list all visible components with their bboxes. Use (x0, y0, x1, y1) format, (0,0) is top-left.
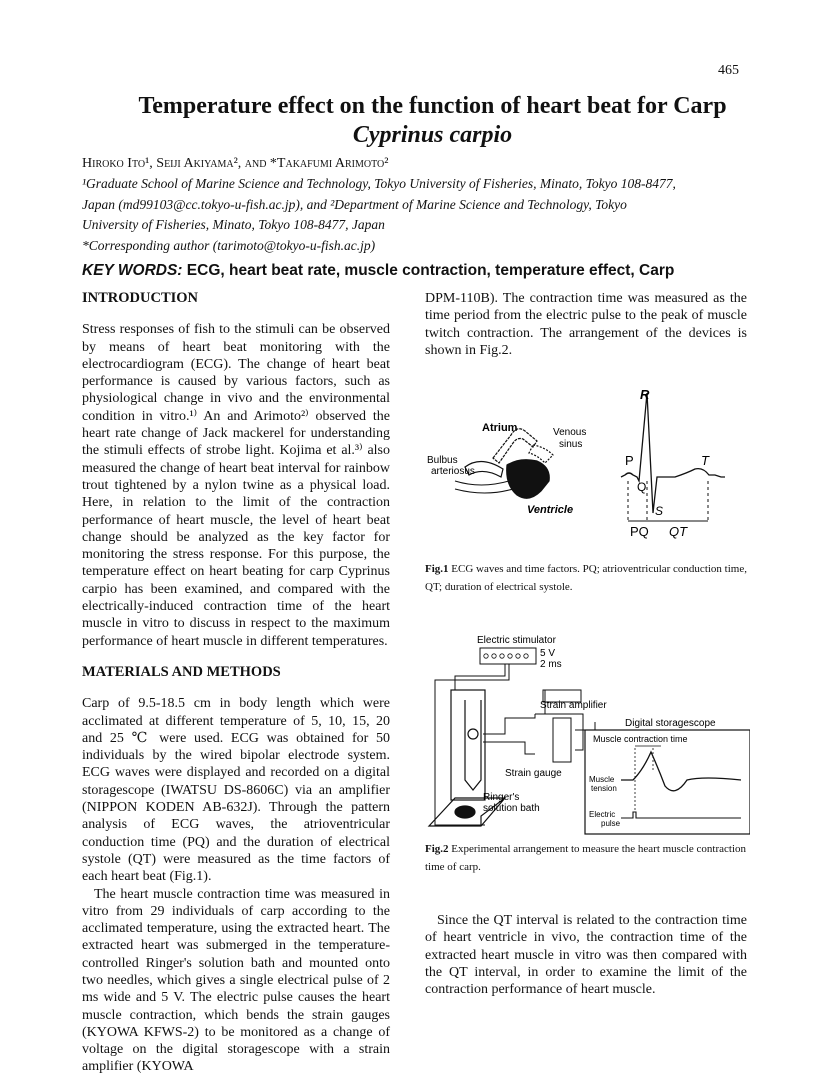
label-strain-amplifier: Strain amplifier (540, 700, 607, 711)
label-solution-bath: solution bath (483, 803, 540, 814)
ecg-label-p: P (625, 453, 634, 468)
keywords-label: KEY WORDS: (82, 262, 183, 279)
affiliation-line: University of Fisheries, Minato, Tokyo 108-8477, Japan (82, 217, 385, 232)
right-column-top (425, 290, 747, 359)
ecg-label-pq: PQ (630, 524, 649, 539)
right-paragraph-2: Since the QT interval is related to the contraction time of heart ventricle in vivo, the contraction time of the extracted heart muscle in vitro was then compared with the QT interval, in order to examine the limit of the contraction performance of heart muscle. (425, 913, 747, 998)
label-contraction-time: Muscle contraction time (593, 734, 688, 744)
figure-2-caption-label: Fig.2 (425, 843, 449, 855)
label-atrium: Atrium (482, 422, 518, 434)
trace-guides (635, 748, 653, 812)
methods-paragraph-2: The heart muscle contraction time was measured in vitro from 29 individuals of carp according to the acclimated temperature, using the extracted heart. The extracted heart was submerged in the temperature-controlled Ringer's solution bath and mounted onto two needles, which gives a single electrical pulse of 2 ms wide and 5 V. The electric pulse causes the heart muscle contraction, which bends the strain gauges (KYOWA KFWS-2) to be monitored as a change of voltage on the digital storagescope with a strain amplifier (KYOWA (82, 886, 390, 1075)
figure-1-caption-label: Fig.1 (425, 563, 449, 575)
stand (451, 690, 485, 800)
figure-2-caption (425, 840, 750, 876)
ecg-label-qt: QT (669, 524, 688, 539)
label-sinus: sinus (559, 439, 583, 450)
affiliation-line: ¹Graduate School of Marine Science and Technology, Tokyo University of Fisheries, Minato, Tokyo 108-8477, (82, 176, 676, 191)
label-voltage: 5 V (540, 648, 556, 659)
right-paragraph-1: DPM-110B). The contraction time was measured as the time period from the electric pulse to the peak of muscle twitch contraction. The arrangement of the devices is shown in Fig.2. (425, 291, 747, 358)
figure-1 (425, 385, 750, 555)
figure-1-caption (425, 560, 750, 596)
label-storagescope: Digital storagescope (625, 718, 716, 729)
label-tension: tension (591, 784, 617, 793)
label-muscle: Muscle (589, 775, 615, 784)
paper-title (60, 92, 805, 150)
label-ventricle: Ventricle (527, 504, 574, 516)
author-list: Hiroko Ito¹, Seiji Akiyama², and *Takafumi Arimoto² (82, 156, 389, 171)
title-species: Cyprinus carpio (352, 122, 513, 148)
label-strain-gauge: Strain gauge (505, 768, 562, 779)
figure-1-caption-text: ECG waves and time factors. PQ; atrioventricular conduction time, QT; duration of electrical systole. (425, 563, 747, 593)
introduction-paragraph: Stress responses of fish to the stimuli can be observed by means of heart beat monitoring with the electrocardiogram (ECG). The change of heart beat performance is caused by various factors, such as physiological change in vivo and the environmental condition in vitro.¹⁾ An and Arimoto²⁾ observed the heart rate change of Jack mackerel for understanding the stimuli effects of strobe light. Kojima et al.³⁾ also measured the change of heart beat interval for rainbow trout tightened by a nylon twine as a physical load. Here, in relation to the limit of the contraction performance of heart muscle, the level of heart beat change should be analyzed as the key factor for monitoring the stress response. For this purpose, the temperature effect on heart beating for carp Cyprinus carpio has been examined, and compared with the electrically-induced contraction time of the heart muscle in vitro to discuss in respect to the maximum performance of heart muscle in different temperatures. (82, 322, 390, 649)
stimulator-knobs (484, 654, 528, 658)
heart-illustration (455, 429, 553, 498)
ecg-waveform (621, 393, 725, 513)
label-stimulator: Electric stimulator (477, 635, 556, 646)
label-venous: Venous (553, 427, 587, 438)
affiliations (82, 174, 747, 256)
ecg-label-t: T (701, 453, 709, 468)
right-column-bottom (425, 912, 747, 998)
methods-heading: MATERIALS AND METHODS (82, 663, 281, 680)
label-bulbus: Bulbus (427, 455, 458, 466)
keywords (82, 262, 674, 280)
label-ringers: Ringer's (483, 792, 520, 803)
corresponding-author: *Corresponding author (tarimoto@tokyo-u-fish.ac.jp) (82, 237, 376, 253)
affiliation-line: Japan (md99103@cc.tokyo-u-fish.ac.jp), and ²Department of Marine Science and Technology, Tokyo (82, 196, 627, 212)
ecg-label-s: S (655, 504, 664, 518)
label-pulse-width: 2 ms (540, 659, 562, 670)
label-pulse: pulse (601, 819, 621, 828)
ecg-label-q: Q (637, 480, 647, 494)
page-number: 465 (718, 63, 739, 78)
label-arteriosus: arteriosus (431, 466, 475, 477)
methods-paragraph-1: Carp of 9.5-18.5 cm in body length which were acclimated at different temperature of 5, 10, 15, 20 and 25 ℃ were used. ECG was obtained for 50 individuals by the wired bipolar electrode system. ECG waves were displayed and recorded on a digital storagescope (IWATSU DS-8606C) via an amplifier (NIPPON KODEN AB-632J). Through the pattern analysis of ECG waves, the atrioventricular conduction time (PQ) and the duration of electrical systole (QT) were measured as the time factors of each heart beat (Fig.1). (82, 696, 390, 885)
introduction-heading: INTRODUCTION (82, 290, 199, 306)
muscle-tension-trace (621, 752, 741, 791)
figure-2 (425, 630, 750, 835)
label-electric: Electric (589, 810, 616, 819)
ecg-label-r: R (640, 387, 650, 402)
keywords-text: ECG, heart beat rate, muscle contraction, temperature effect, Carp (186, 262, 675, 279)
electric-pulse-trace (621, 812, 741, 818)
figure-2-caption-text: Experimental arrangement to measure the heart muscle contraction time of carp. (425, 843, 747, 873)
left-column (82, 290, 390, 1076)
title-main: Temperature effect on the function of heart beat for Carp (138, 93, 727, 119)
